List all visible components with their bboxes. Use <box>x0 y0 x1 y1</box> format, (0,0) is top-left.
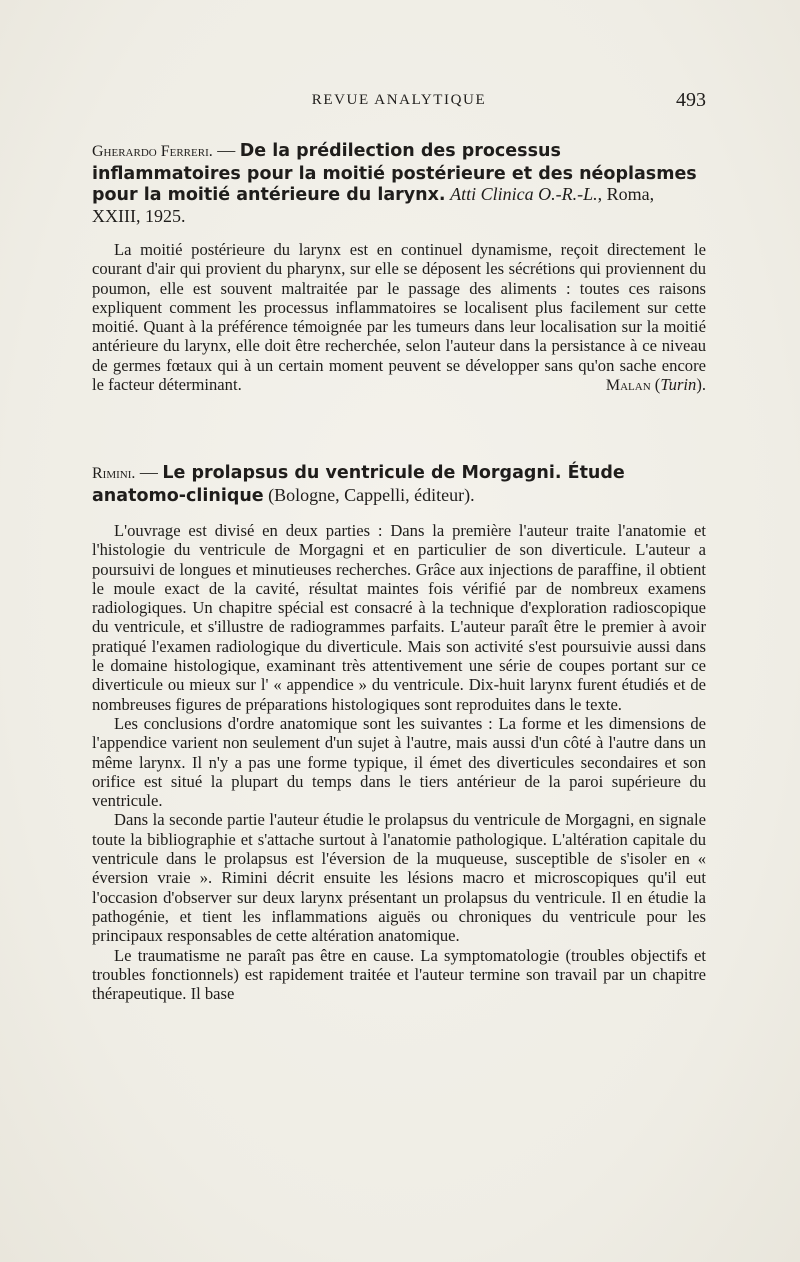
article-2-publication: (Bologne, Cappelli, éditeur). <box>268 484 475 505</box>
article-1-journal: Atti Clinica O.-R.-L. <box>450 184 598 204</box>
article-2-body <box>92 521 706 1003</box>
reviewer-city: Turin <box>660 375 697 395</box>
article-1-title: De la prédilection des processus inflammatoires pour la moitié postérieure et des néoplasmes pour la moitié antérieure du larynx. <box>92 141 697 205</box>
article-2-paragraph: Les conclusions d'ordre anatomique sont les suivantes : La forme et les dimensions de l'appendice varient non seulement d'un sujet à l'autre, mais aussi d'un côté à l'autre dans un même larynx. Il n'y a pas une forme typique, il émet des diverticules secondaires et son orifice est situé la plupart du temps dans le tiers antérieur de la paroi supérieure du ventricule. <box>92 713 706 811</box>
page-number: 493 <box>676 89 706 111</box>
article-2-author: Rimini. <box>92 465 136 482</box>
article-2-heading <box>92 462 706 506</box>
article-2-paragraph: Le traumatisme ne paraît pas être en cause. La symptomatologie (troubles objectifs et troubles fonctionnels) est rapidement traitée et l'auteur termine son travail par un chapitre thérapeutique. Il base <box>92 945 706 1004</box>
article-1 <box>92 140 706 395</box>
reviewer-name: Malan <box>605 377 651 395</box>
article-2-title: Le prolapsus du ventricule de Morgagni. Étude anatomo-clinique <box>92 463 625 506</box>
article-2-dash: — <box>139 462 158 482</box>
article-1-heading <box>92 140 706 226</box>
article-2-paragraph: L'ouvrage est divisé en deux parties : Dans la première l'auteur traite l'anatomie et l'histologie du ventricule de Morgagni et en particulier de son diverticule. L'auteur a poursuivi de longues et minutieuses recherches. Grâce aux injections de paraffine, il obtient le moule exact de la cavité, résultat maintes fois vérifié par de nombreux examens radiologiques. Un chapitre spécial est consacré à la technique d'exploration radioscopique du ventricule, et s'illustre de radiogrammes parfaits. L'auteur paraît être le premier à avoir pratiqué l'examen radiologique du diverticule. Mais son activité s'est poursuivie aussi dans le domaine histologique, examinant très attentivement une série de coupes portant sur ce diverticule ou mieux sur l' « appendice » du ventricule. Dix-huit larynx furent étudiés et de nombreuses figures de préparations histologiques sont reproduites dans le texte. <box>92 521 706 714</box>
article-1-author: Gherardo Ferreri. <box>92 143 213 160</box>
article-1-text: La moitié postérieure du larynx est en continuel dynamisme, reçoit directement le courant d'air qui provient du pharynx, sur elle se déposent les sécrétions qui proviennent du poumon, elle est souvent maltraitée par le passage des aliments : toutes ces raisons expliquent comment les processus inflammatoires se localisent plus facilement sur cette moitié. Quant à la préférence témoignée par les tumeurs dans leur localisation sur la moitié antérieure du larynx, elle doit être recherchée, selon l'auteur dans la persistance à ce niveau de germes fœtaux qui à un certain moment peuvent se développer sans qu'on sache encore le facteur déterminant. <box>92 240 706 395</box>
article-2 <box>92 462 706 506</box>
article-2-paragraph: Dans la seconde partie l'auteur étudie le prolapsus du ventricule de Morgagni, en signale toute la bibliographie et s'attache surtout à l'anatomie pathologique. L'altération capitale du ventricule dans le prolapsus est l'éversion de la muqueuse, susceptible de s'isoler en « éversion vraie ». Rimini décrit ensuite les lésions macro et microscopiques qu'il eut l'occasion d'observer sur deux larynx présentant un prolapsus du ventricule. Il en étudie la pathogénie, et tient les inflammations aiguës ou chroniques du ventricule pour les principaux responsables de cette altération anatomique. <box>92 810 706 946</box>
page-header <box>92 89 706 116</box>
article-1-dash: — <box>217 140 236 160</box>
running-title: REVUE ANALYTIQUE <box>311 92 487 108</box>
article-1-signature: Malan (Turin). <box>605 375 706 395</box>
article-1-body <box>92 240 706 394</box>
article-1-publication: , Roma, XXIII, 1925. <box>92 184 655 226</box>
